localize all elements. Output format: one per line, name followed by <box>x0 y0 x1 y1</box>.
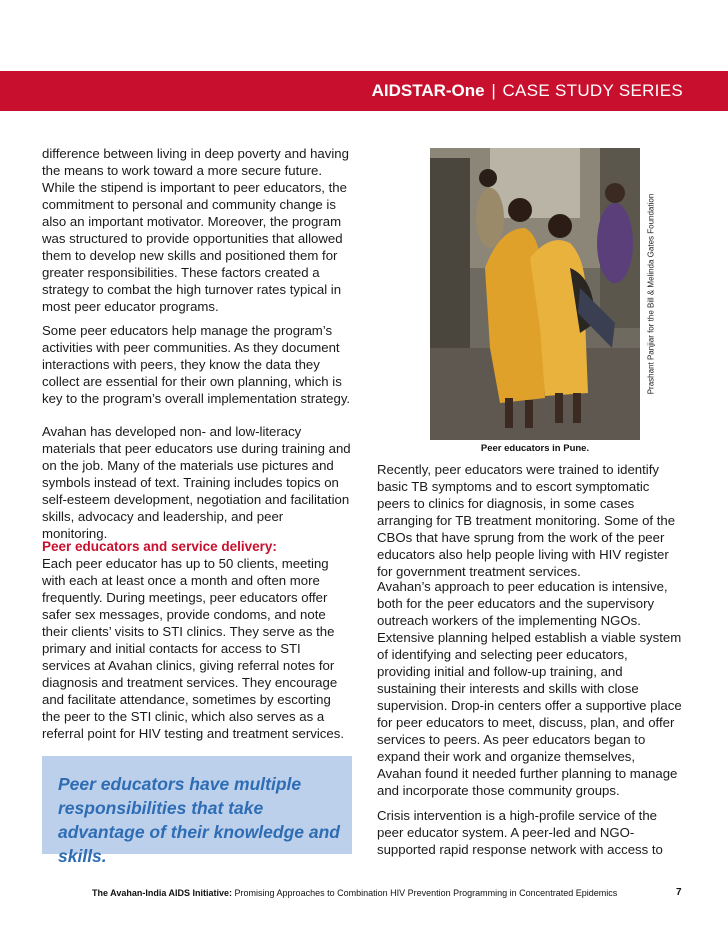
photo-peer-educators <box>430 148 640 440</box>
right-paragraph-1: Recently, peer educators were trained to identify basic TB symptoms and to escort symptomatic peers to clinics for diagnosis, in some cases arranging for TB treatment monitoring. Some of the CBOs that have sprung from the work of the peer educators also help people living with HIV register for government treatment services. <box>377 462 676 579</box>
brand-name: AIDSTAR-One <box>371 81 485 100</box>
right-paragraph-2: Avahan’s approach to peer education is intensive, both for the peer educators and the supervisory outreach workers of the implementing NGOs. Extensive planning helped establish a viable system of identifying and selecting peer educators, providing initial and follow-up training, and sustaining their interests and skills with close supervision. Drop-in centers offer a supportive place for peer educators to meet, discuss, plan, and offer services to peers. As peer educators began to expand their work and organize themselves, Avahan found it needed further planning to manage and incorporate those community groups. <box>377 579 682 798</box>
left-paragraph-3: Avahan has developed non- and low-literacy materials that peer educators use during training and on the job. Many of the materials use pictures and symbols instead of text. Training includes topics on self-esteem development, negotiation and facilitation skills, advocacy and leadership, and peer monitoring. <box>42 424 351 541</box>
footer-title-rest: Promising Approaches to Combination HIV Prevention Programming in Concentrated Epidemics <box>232 888 618 898</box>
photo-credit: Prashant Panjiar for the Bill & Melinda Gates Foundation <box>646 193 656 395</box>
running-footer <box>92 888 617 898</box>
pull-quote-box <box>42 756 352 866</box>
photo-credit-area <box>643 148 659 440</box>
left-paragraph-2: Some peer educators help manage the program’s activities with peer communities. As they document interactions with peers, they know the data they collect are essential for their own planning, which is key to the program’s overall implementation strategy. <box>42 323 351 406</box>
series-name: CASE STUDY SERIES <box>502 81 683 100</box>
left-paragraph-4: Each peer educator has up to 50 clients, meeting with each at least once a month and often more frequently. During meetings, peer educators offer safer sex messages, provide condoms, and note their clients’ visits to STI clinics. They serve as the primary and initial contacts for access to STI services at Avahan clinics, giving referral notes for diagnosis and treatment services. They encourage and facilitate attendance, sometimes by escorting the peer to the STI clinic, which also serves as a referral point for HIV testing and treatment services. <box>42 556 344 741</box>
title-separator: | <box>491 81 496 100</box>
footer-title-bold: The Avahan-India AIDS Initiative: <box>92 888 233 898</box>
section-heading: Peer educators and service delivery: <box>42 539 277 554</box>
right-paragraph-3: Crisis intervention is a high-profile service of the peer educator system. A peer-led and NGO-supported rapid response network with access to <box>377 808 663 857</box>
photo-caption: Peer educators in Pune. <box>480 443 590 454</box>
pull-quote-text: Peer educators have multiple responsibilities that take advantage of their knowledge and skills. <box>58 774 340 866</box>
page-number: 7 <box>676 887 682 898</box>
series-title <box>372 81 683 101</box>
street-scene-illustration <box>430 148 640 440</box>
left-paragraph-1: difference between living in deep poverty and having the means to work toward a more secure future. While the stipend is important to peer educators, the commitment to personal and community change is also an important motivator. Moreover, the program was structured to provide opportunities that allowed them to develop new skills and positioned them for greater responsibilities. These factors created a strategy to combat the high turnover rates typical in most peer educator programs. <box>42 146 349 314</box>
header-banner <box>0 71 728 111</box>
